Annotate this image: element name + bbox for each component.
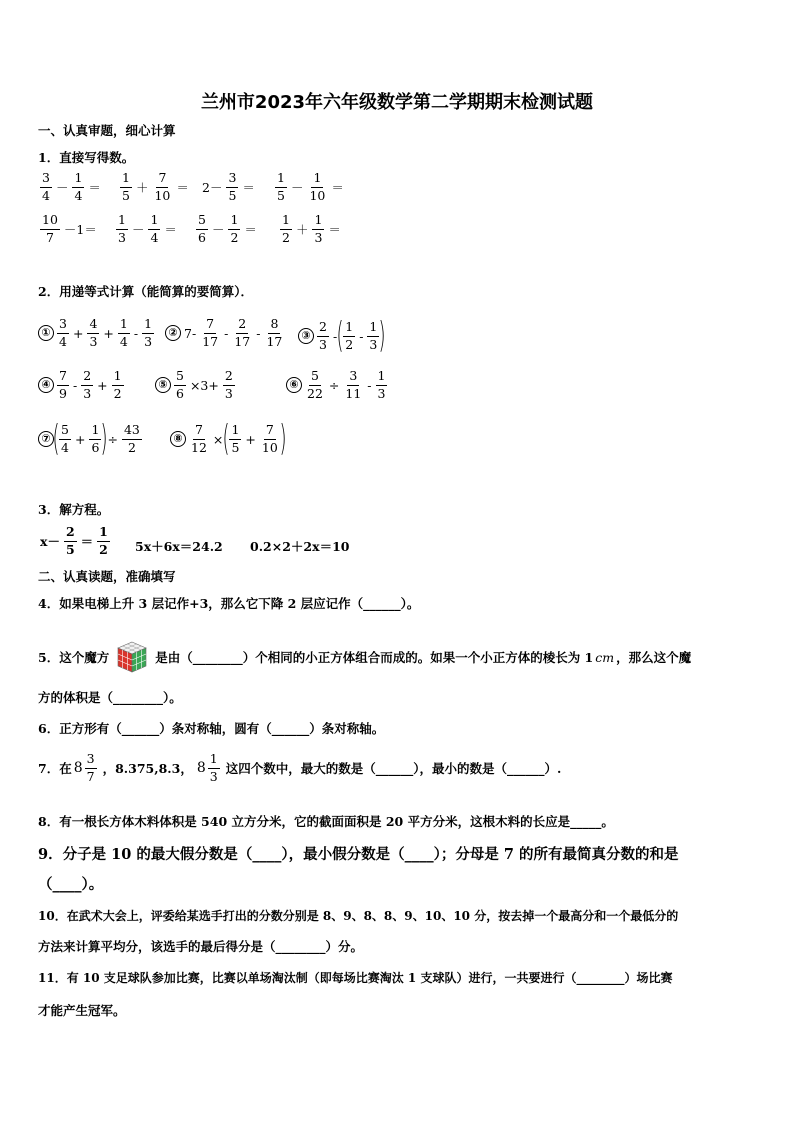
fraction: $\frac{3}{5}$ [228, 170, 237, 203]
question-6: 6．正方形有（______）条对称轴，圆有（______）条对称轴。 [38, 721, 385, 736]
fraction: $\frac{1}{2}$ [282, 212, 290, 245]
circled-number: ③ [298, 328, 314, 344]
question-4: 4．如果电梯上升 3 层记作+3，那么它下降 2 层应记作（______）。 [38, 596, 420, 611]
question-9-line2: （____）。 [38, 876, 104, 893]
q1-item-a: $\frac{3}{4}$ － $\frac{1}{4}$ ＝ [42, 170, 101, 203]
circled-number: ④ [38, 377, 54, 393]
question-11-line2: 才能产生冠军。 [38, 1003, 126, 1018]
q2-item-5: ⑤ $\frac{5}{6}$ ×3+ $\frac{2}{3}$ [155, 370, 237, 400]
fraction: $\frac{1}{10}$ [309, 170, 326, 203]
q1-item-h: $\frac{1}{2}$ ＋ $\frac{1}{3}$ ＝ [282, 212, 341, 245]
fraction: $\frac{7}{10}$ [154, 170, 171, 203]
circled-number: ① [38, 325, 54, 341]
fraction: $\frac{1}{4}$ [150, 212, 159, 245]
circled-number: ⑧ [170, 431, 186, 447]
q3-equation-a: x－ $\frac{2}{5}$ ＝ $\frac{1}{2}$ [40, 524, 108, 557]
q1-item-d: $\frac{1}{5}$ － $\frac{1}{10}$ ＝ [277, 170, 344, 203]
fraction: $\frac{1}{5}$ [122, 170, 130, 203]
q2-item-8: ⑧ $\frac{7}{12}$ × ( $\frac{1}{5}$ + $\frac{7}{10}$ ) [170, 421, 284, 457]
fraction: $\frac{1}{3}$ [118, 212, 126, 245]
q3-equation-b: 5x＋6x＝24.2 [135, 539, 223, 554]
question-10: 10．在武术大会上，评委给某选手打出的分数分别是 8、9、8、8、9、10、10 分，按去掉一个最高分和一个最低分的 [38, 909, 679, 923]
q3-equation-c: 0.2×2＋2x＝10 [250, 539, 350, 554]
fraction: $\frac{1}{3}$ [314, 212, 323, 245]
q1-item-f: $\frac{1}{3}$ － $\frac{1}{4}$ ＝ [118, 212, 177, 245]
question-9: 9．分子是 10 的最大假分数是（____），最小假分数是（____）；分母是 7 的所有最简真分数的和是 [38, 846, 679, 863]
q1-item-g: $\frac{5}{6}$ － $\frac{1}{2}$ ＝ [198, 212, 257, 245]
q2-item-4: ④ $\frac{7}{9}$ - $\frac{2}{3}$ + $\frac{1}{2}$ [38, 370, 126, 400]
fraction: $\frac{1}{4}$ [74, 170, 83, 203]
question-1-label: 1．直接写得数。 [38, 150, 135, 165]
fraction: $\frac{10}{7}$ [42, 212, 58, 245]
circled-number: ② [165, 325, 181, 341]
q2-item-7: ⑦ ( $\frac{5}{4}$ + $\frac{1}{6}$ ) ÷ $\frac{43}{2}$ [38, 421, 144, 457]
q1-item-b: $\frac{1}{5}$ ＋ $\frac{7}{10}$ ＝ [122, 170, 189, 203]
fraction: $\frac{1}{5}$ [277, 170, 285, 203]
q1-item-c: 2－ $\frac{3}{5}$ ＝ [202, 170, 255, 203]
question-2-label: 2．用递等式计算（能简算的要简算）． [38, 284, 253, 299]
fraction: $\frac{5}{6}$ [198, 212, 206, 245]
question-7: 7．在 8 $\frac{3}{7}$ ，8.375,8.3， 8 $\frac{1}{3}$ 这四个数中，最大的数是（______），最小的数是（______）. [38, 751, 562, 784]
question-10-line2: 方法来计算平均分，该选手的最后得分是（________）分。 [38, 939, 364, 954]
question-8: 8．有一根长方体木料体积是 540 立方分米，它的截面面积是 20 平方分米，这根木料的长应是_____。 [38, 814, 614, 829]
q2-item-2: ② 7- $\frac{7}{17}$ - $\frac{2}{17}$ - $\frac{8}{17}$ [165, 318, 286, 348]
rubiks-cube-image [117, 641, 147, 673]
question-11: 11．有 10 支足球队参加比赛，比赛以单场淘汰制（即每场比赛淘汰 1 支球队）进行，一共要进行（________）场比赛 [38, 971, 673, 985]
question-5: 5．这个魔方 是由（________）个相同的小正方体组合而成的。如果一个小正方体的棱长为 1 cm ，那么这个魔 [38, 641, 691, 673]
circled-number: ⑥ [286, 377, 302, 393]
q2-item-1: ① $\frac{3}{4}$ + $\frac{4}{3}$ + $\frac{1}{4}$ - $\frac{1}{3}$ [38, 318, 156, 348]
question-5-line2: 方的体积是（________）。 [38, 690, 182, 705]
q1-item-e: $\frac{10}{7}$ －1＝ [42, 212, 97, 245]
fraction: $\frac{3}{4}$ [42, 170, 50, 203]
page-title: 兰州市2023年六年级数学第二学期期末检测试题 [200, 92, 594, 113]
circled-number: ⑦ [38, 431, 54, 447]
q2-item-6: ⑥ $\frac{5}{22}$ ÷ $\frac{3}{11}$ - $\frac{1}{3}$ [286, 370, 389, 400]
circled-number: ⑤ [155, 377, 171, 393]
section-heading-1: 一、认真审题，细心计算 [38, 123, 176, 138]
section-heading-2: 二、认真读题，准确填写 [38, 569, 176, 584]
fraction: $\frac{1}{2}$ [230, 212, 239, 245]
question-3-label: 3．解方程。 [38, 502, 110, 517]
q2-item-3: ③ $\frac{2}{3}$ - ( $\frac{1}{2}$ - $\frac{1}{3}$ ) [298, 318, 383, 354]
